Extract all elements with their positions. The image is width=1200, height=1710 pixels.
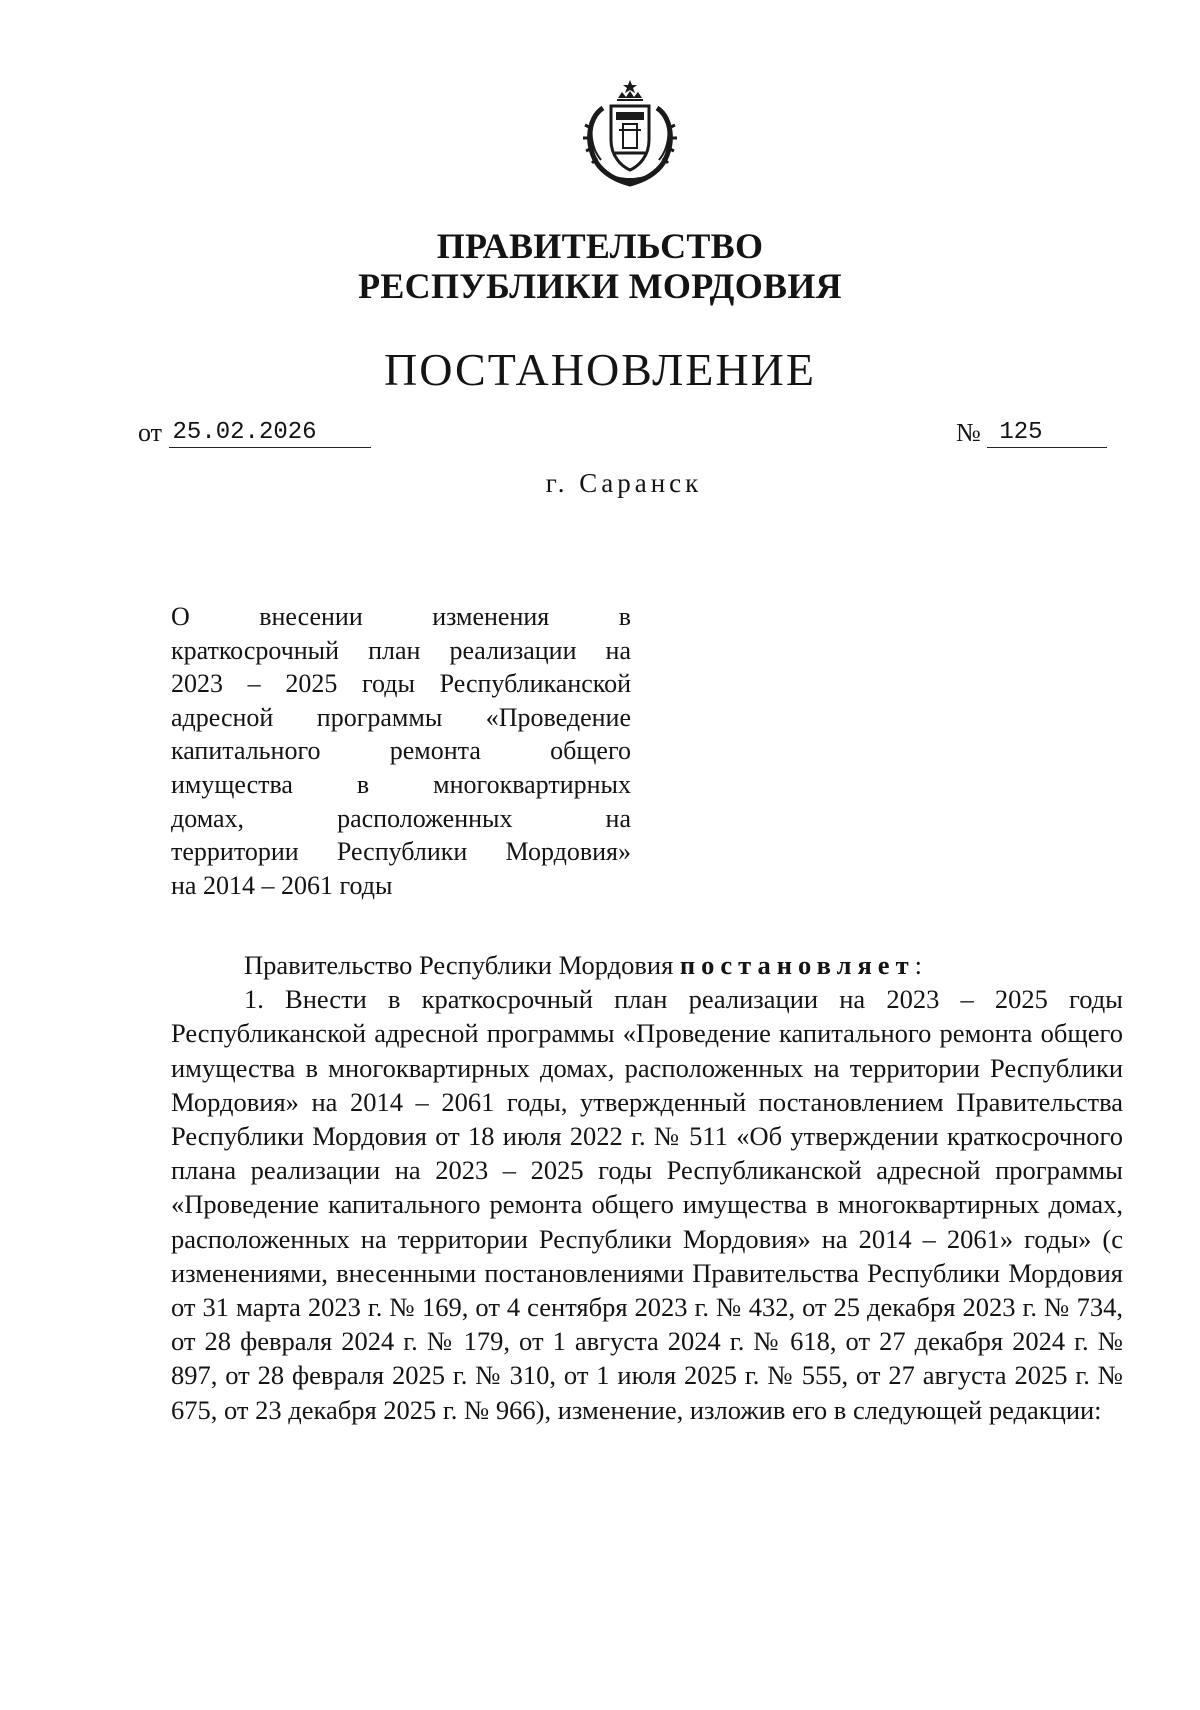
subject-line: адресной программы «Проведение <box>171 702 631 732</box>
resolution-intro <box>171 948 1123 982</box>
intro-keyword: постановляет <box>679 950 915 980</box>
subject-line: О внесении изменения в <box>171 602 631 631</box>
number-value: 125 <box>987 420 1107 448</box>
subject-line: 2023 – 2025 годы Республиканской <box>171 669 631 699</box>
government-title-line1: ПРАВИТЕЛЬСТВО <box>436 226 764 266</box>
subject-line: краткосрочный план реализации на <box>171 635 631 665</box>
city-name: г. Саранск <box>545 468 703 498</box>
document-subject <box>171 600 631 902</box>
government-title-line2: РЕСПУБЛИКИ МОРДОВИЯ <box>358 266 842 306</box>
document-type-title: ПОСТАНОВЛЕНИЕ <box>384 344 816 395</box>
intro-prefix: Правительство Республики Мордовия <box>244 950 680 980</box>
subject-line: капитального ремонта общего <box>171 736 631 766</box>
document-date <box>138 418 371 448</box>
coat-of-arms-icon <box>573 78 687 188</box>
subject-line: территории Республики Мордовия» <box>171 837 631 867</box>
date-value: 25.02.2026 <box>169 420 371 448</box>
paragraph-1: 1. Внести в краткосрочный план реализации на 2023 – 2025 годы Республиканской адресной программы «Проведение капитального ремонта общего имущества в многоквартирных домах, расположенных на территории Республики Мордовия» на 2014 – 2061 годы, утвержденный постановлением Правительства Республики Мордовия от 18 июля 2022 г. № 511 «Об утверждении краткосрочного плана реализации на 2023 – 2025 годы Республиканской адресной программы «Проведение капитального ремонта общего имущества в многоквартирных домах, расположенных на территории Республики Мордовия» на 2014 – 2061» годы» (с изменениями, внесенными постановлениями Правительства Республики Мордовия от 31 марта 2023 г. № 169, от 4 сентября 2023 г. № 432, от 25 декабря 2023 г. № 734, от 28 февраля 2024 г. № 179, от 1 августа 2024 г. № 618, от 27 декабря 2024 г. № 897, от 28 февраля 2025 г. № 310, от 1 июля 2025 г. № 555, от 27 августа 2025 г. № 675, от 23 декабря 2025 г. № 966), изменение, изложив его в следующей редакции: <box>171 984 1123 1425</box>
subject-line: на 2014 – 2061 годы <box>171 870 393 900</box>
subject-line: домах, расположенных на <box>171 803 631 833</box>
date-label: от <box>138 418 163 447</box>
intro-suffix: : <box>914 950 922 980</box>
subject-line: имущества в многоквартирных <box>171 769 631 799</box>
document-number <box>956 418 1107 448</box>
number-label: № <box>956 418 981 447</box>
document-body <box>171 948 1123 1427</box>
